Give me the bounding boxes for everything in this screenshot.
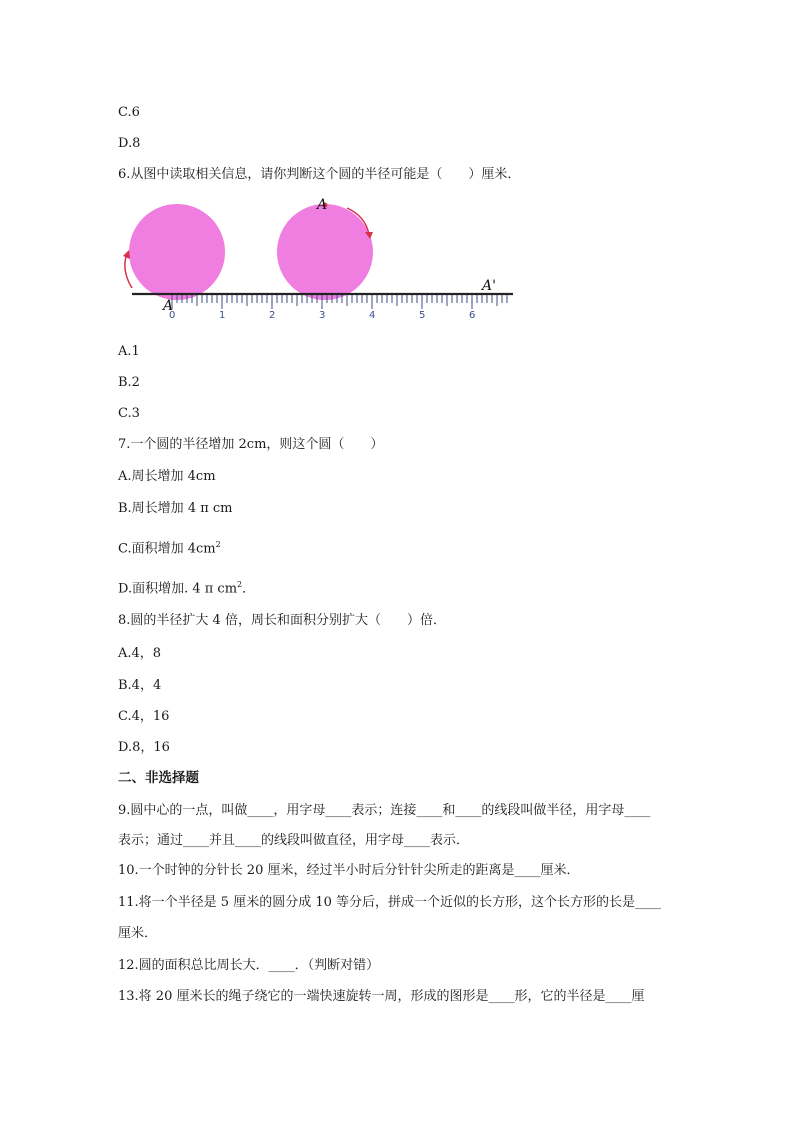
question-9-line1: 9.圆中心的一点，叫做____，用字母____表示；连接____和____的线段叫做半径，用字母____ [118,803,651,818]
section-heading-non-choice: 二、非选择题 [118,770,199,786]
question-9-line2: 表示；通过____并且____的线段叫做直径，用字母____表示． [118,833,470,848]
q8-option-a: A.4，8 [118,646,162,661]
ruler-tick-label: 1 [219,310,226,321]
ruler-tick-label: 3 [319,310,326,321]
q7-option-b: B.周长增加 4 π cm [118,501,233,516]
ruler-tick-label: 2 [269,310,276,321]
q7-d-superscript: 2 [237,580,243,589]
q6-option-c: C.3 [118,406,140,421]
question-6: 6.从图中读取相关信息，请你判断这个圆的半径可能是（ ）厘米． [118,167,521,182]
ruler-tick-label: 5 [419,310,426,321]
left-circle [129,204,225,300]
rolling-circle-figure [115,196,520,324]
q8-option-d: D.8，16 [118,740,170,755]
question-8: 8.圆的半径扩大 4 倍，周长和面积分别扩大（ ）倍． [118,613,446,628]
right-circle [277,204,373,300]
question-7: 7.一个圆的半径增加 2cm，则这个圆（ ） [118,437,384,452]
q7-d-text: D.面积增加. 4 π cm [118,581,238,597]
ruler-tick-label: 6 [469,310,476,321]
question-12: 12.圆的面积总比周长大．____．（判断对错） [118,958,380,973]
label-a-start: A [163,298,174,314]
label-a-prime: A' [482,278,496,294]
q8-option-b: B.4，4 [118,678,162,693]
question-11-line2: 厘米． [118,926,158,941]
question-13: 13.将 20 厘米长的绳子绕它的一端快速旋转一周，形成的图形是____形，它的半径是____厘 [118,989,645,1004]
q6-option-a: A.1 [118,344,140,359]
q8-option-c: C.4，16 [118,709,170,724]
ruler-tick-label: 4 [369,310,376,321]
q5-option-c: C.6 [118,105,140,120]
q7-option-d [118,576,255,598]
q7-option-c [118,536,221,558]
q7-c-superscript: 2 [215,540,221,549]
q7-d-suffix: ． [242,581,256,597]
question-11-line1: 11.将一个半径是 5 厘米的圆分成 10 等分后，拼成一个近似的长方形，这个长方形的长是____ [118,895,662,910]
label-a-top: A [317,197,328,213]
q6-option-b: B.2 [118,375,140,390]
ruler-tick-label: 0 [169,310,176,321]
question-10: 10.一个时钟的分针长 20 厘米，经过半小时后分针针尖所走的距离是____厘米． [118,863,580,878]
q7-c-text: C.面积增加 4cm [118,541,216,557]
q5-option-d: D.8 [118,136,141,151]
q7-option-a: A.周长增加 4cm [118,469,216,484]
